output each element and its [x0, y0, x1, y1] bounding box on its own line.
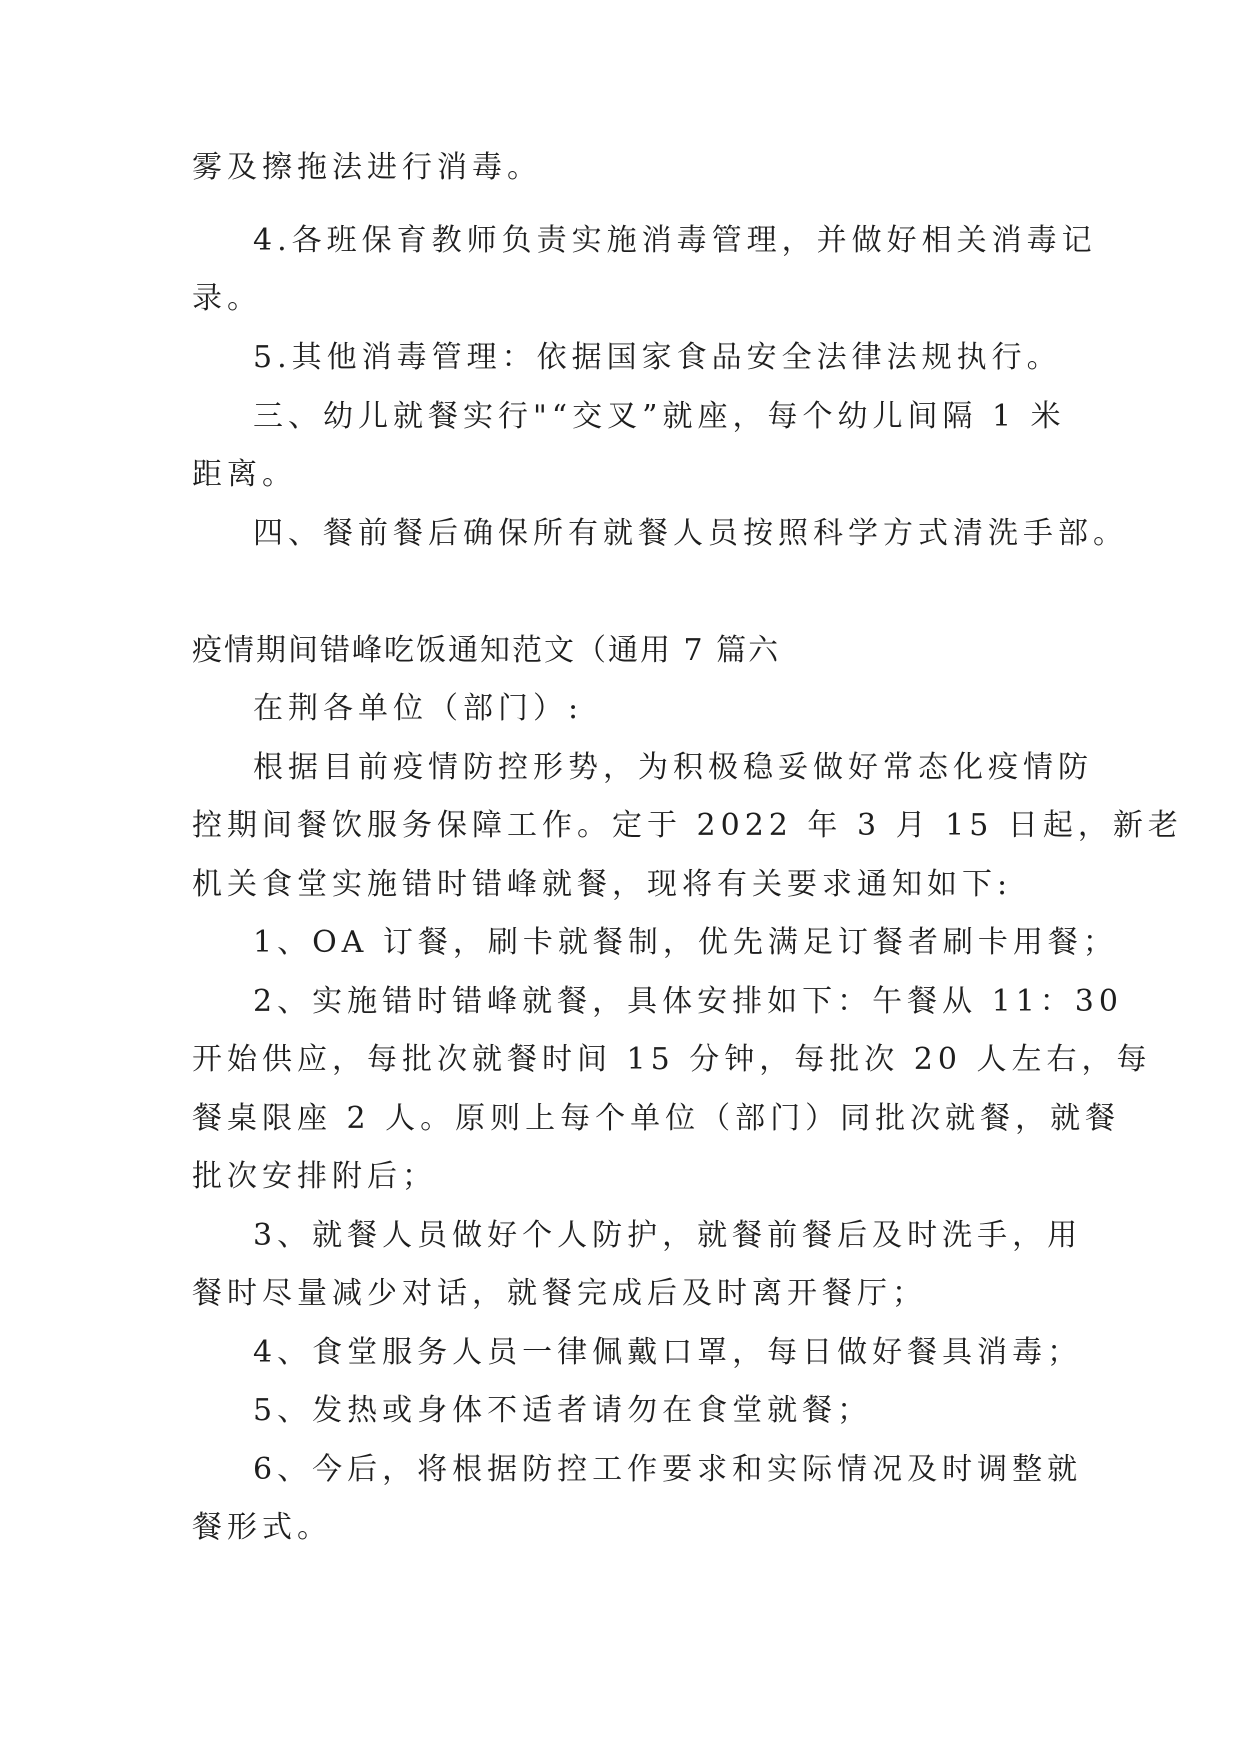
text-line: 机关食堂实施错时错峰就餐，现将有关要求通知如下:	[192, 867, 1013, 902]
text-line: 距离。	[192, 457, 297, 492]
text-line: 5.其他消毒管理：依据国家食品安全法律法规执行。	[253, 340, 1062, 375]
text-line: 批次安排附后；	[192, 1159, 437, 1194]
text-line: 四、餐前餐后确保所有就餐人员按照科学方式清洗手部。	[253, 516, 1128, 551]
text-line: 4.各班保育教师负责实施消毒管理，并做好相关消毒记	[253, 223, 1097, 258]
text-line: 2、实施错时错峰就餐，具体安排如下：午餐从 11：30	[253, 984, 1123, 1019]
text-line: 录。	[192, 281, 262, 316]
text-line: 在荆各单位（部门）:	[253, 691, 584, 726]
text-line: 雾及擦拖法进行消毒。	[192, 150, 542, 185]
text-line: 餐形式。	[192, 1510, 332, 1545]
text-line: 开始供应，每批次就餐时间 15 分钟，每批次 20 人左右，每	[192, 1042, 1152, 1077]
text-line: 控期间餐饮服务保障工作。定于 2022 年 3 月 15 日起，新老	[192, 808, 1183, 843]
text-line: 三、幼儿就餐实行"“交叉”就座，每个幼儿间隔 1 米	[253, 399, 1066, 434]
text-line: 餐桌限座 2 人。原则上每个单位（部门）同批次就餐，就餐	[192, 1101, 1121, 1136]
text-line: 5、发热或身体不适者请勿在食堂就餐；	[253, 1393, 873, 1428]
text-line: 4、食堂服务人员一律佩戴口罩，每日做好餐具消毒；	[253, 1335, 1083, 1370]
text-line: 3、就餐人员做好个人防护，就餐前餐后及时洗手，用	[253, 1218, 1083, 1253]
text-line: 1、OA 订餐，刷卡就餐制，优先满足订餐者刷卡用餐；	[253, 925, 1118, 960]
text-line: 6、今后，将根据防控工作要求和实际情况及时调整就	[253, 1452, 1083, 1487]
text-line: 根据目前疫情防控形势，为积极稳妥做好常态化疫情防	[253, 750, 1093, 785]
text-line: 餐时尽量减少对话，就餐完成后及时离开餐厅；	[192, 1276, 927, 1311]
section-title: 疫情期间错峰吃饭通知范文（通用 7 篇六	[192, 633, 781, 668]
